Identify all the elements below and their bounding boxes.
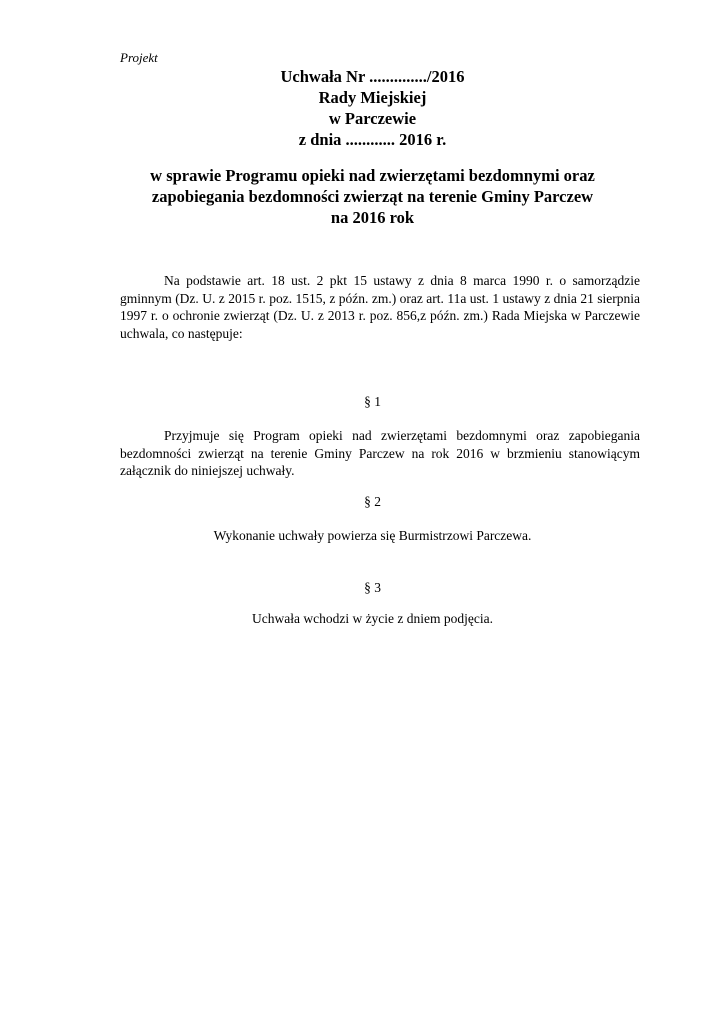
section-3-text: Uchwała wchodzi w życie z dniem podjęcia.: [251, 611, 494, 626]
council-name: Rady Miejskiej: [318, 88, 427, 107]
resolution-subject: [100, 165, 645, 228]
council-location: w Parczewie: [328, 109, 417, 128]
legal-basis-paragraph: Na podstawie art. 18 ust. 2 pkt 15 ustawy z dnia 8 marca 1990 r. o samorządzie gminnym (Dz. U. z 2015 r. poz. 1515, z późn. zm.) oraz art. 11a ust. 1 ustawy z dnia 21 sierpnia 1997 r. o ochronie zwierząt (Dz. U. z 2013 r. poz. 856,z późn. zm.) Rada Miejska w Parczewie uchwala, co następuje:: [120, 273, 640, 341]
subject-line-3: na 2016 rok: [330, 208, 415, 227]
resolution-number: Uchwała Nr ............../2016: [280, 67, 465, 86]
resolution-header: [100, 66, 645, 150]
subject-line-1: w sprawie Programu opieki nad zwierzętami bezdomnymi oraz: [150, 166, 595, 185]
section-2-text: Wykonanie uchwały powierza się Burmistrzowi Parczewa.: [213, 528, 532, 543]
subject-line-2: zapobiegania bezdomności zwierząt na terenie Gminy Parczew: [151, 187, 594, 206]
section-3-mark: § 3: [364, 580, 381, 595]
section-1-mark: § 1: [364, 394, 381, 409]
section-1-text: Przyjmuje się Program opieki nad zwierzętami bezdomnymi oraz zapobiegania bezdomności zwierząt na terenie Gminy Parczew na rok 2016 w brzmieniu stanowiącym załącznik do niniejszej uchwały.: [120, 428, 640, 478]
draft-label: Projekt: [120, 50, 158, 65]
section-2-mark: § 2: [364, 494, 381, 509]
resolution-date: z dnia ............ 2016 r.: [298, 130, 447, 149]
